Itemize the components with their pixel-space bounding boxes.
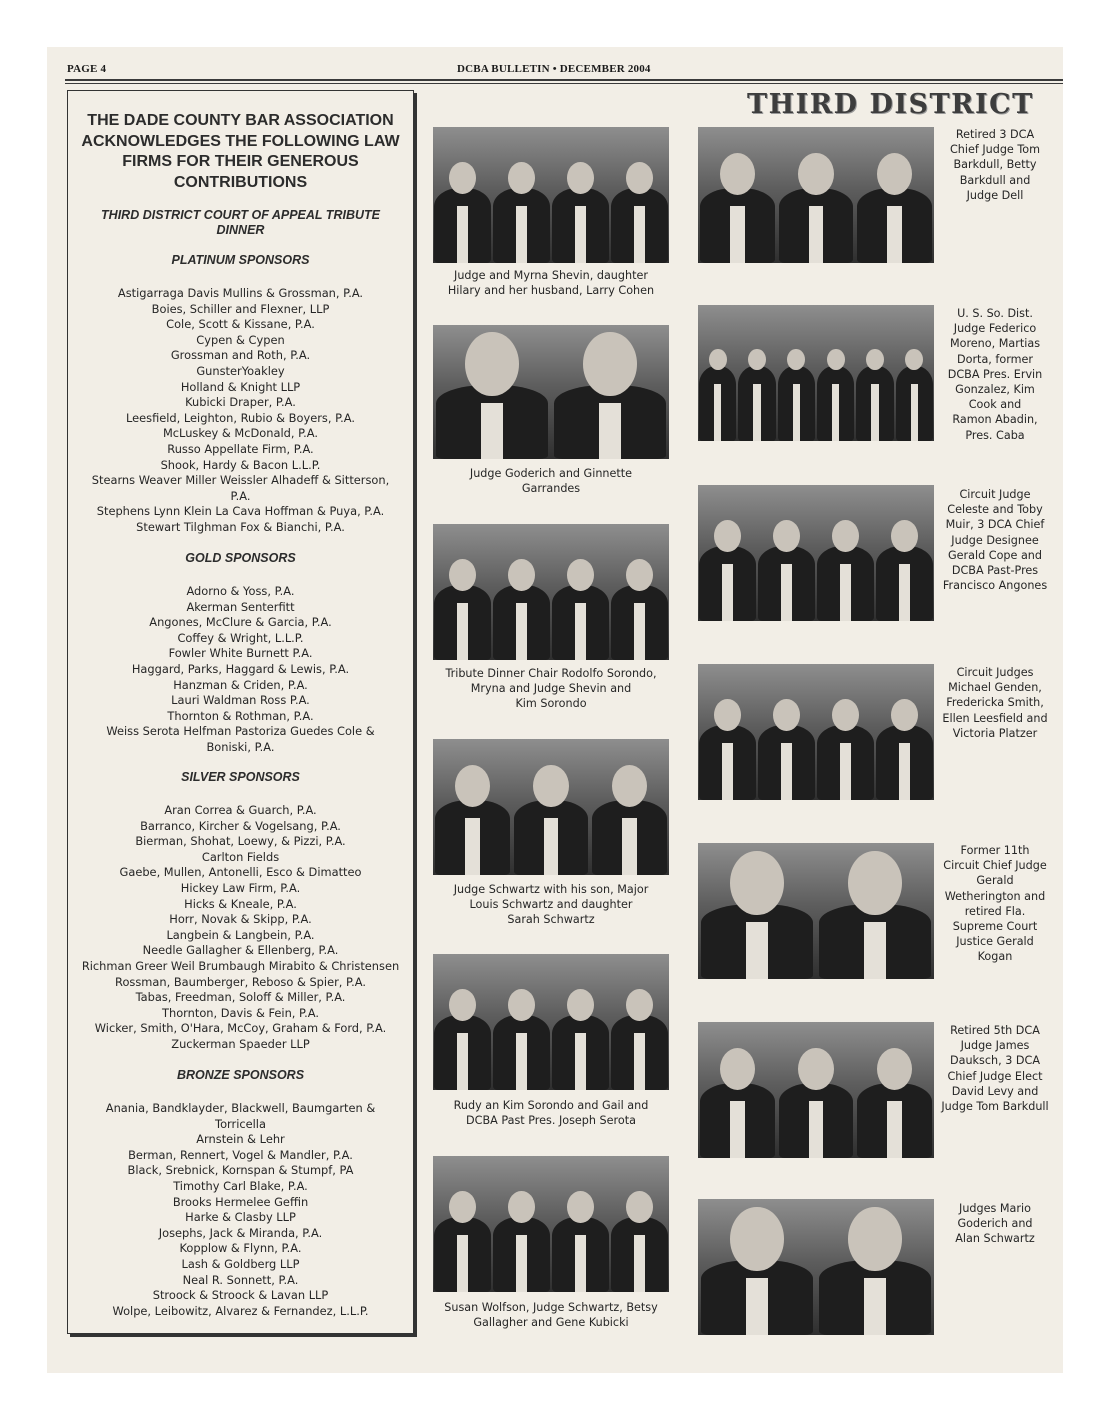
photo [433,127,669,263]
caption-line: Susan Wolfson, Judge Schwartz, Betsy [444,1301,658,1314]
caption-line: Wetherington and [944,889,1046,903]
publication-header: DCBA BULLETIN • DECEMBER 2004 [457,63,651,75]
shirt-shape [634,603,645,660]
shirt-shape [864,922,886,979]
photo-caption [427,1099,675,1129]
caption-line: Pres. Caba [965,428,1025,442]
person-head [465,332,518,396]
shirt-shape [634,1033,645,1090]
person-head [748,349,766,370]
person-head [508,559,535,591]
firm-name: Richman Greer Weil Brumbaugh Mirabito & Christensen [81,958,400,973]
photo [698,1199,934,1335]
shirt-shape [840,743,851,800]
caption-line: Tribute Dinner Chair Rodolfo Sorondo, [445,667,657,680]
firm-name: Fowler White Burnett P.A. [168,646,313,661]
person-head [730,851,783,915]
firm-name: Thornton, Davis & Fein, P.A. [162,1005,319,1020]
firm-name: Haggard, Parks, Haggard & Lewis, P.A. [131,661,350,676]
firm-name: Zuckerman Spaeder LLP [171,1036,310,1051]
firm-name: Barranco, Kircher & Vogelsang, P.A. [140,818,341,833]
shirt-shape [746,1278,768,1335]
caption-line: Mryna and Judge Shevin and [470,681,632,695]
caption-line: Chief Judge Tom [949,143,1041,157]
shirt-shape [575,1235,586,1292]
person-head [567,1191,594,1223]
photo-caption [940,665,1050,741]
person-head [449,989,476,1021]
person-head [714,699,741,731]
person-head [533,765,568,807]
photo [698,305,934,441]
title-line: THE DADE COUNTY BAR ASSOCIATION [87,112,394,129]
firm-name: Bierman, Shohat, Loewy, & Pizzi, P.A. [135,834,346,849]
shirt-shape [899,743,910,800]
firm-name: Hickey Law Firm, P.A. [180,880,301,895]
shirt-shape [544,818,559,875]
caption-line: Gonzalez, Kim [955,383,1035,397]
shirt-shape [481,403,503,459]
page-number: PAGE 4 [67,63,107,75]
photo [698,843,934,979]
newspaper-page [47,47,1063,1373]
shirt-shape [634,1235,645,1292]
person-head [449,162,476,194]
caption-line: Judges Mario [959,1202,1031,1215]
firm-name: Leesfield, Leighton, Rubio & Boyers, P.A. [125,410,355,425]
shirt-shape [634,206,645,263]
caption-line: Fredericka Smith, [946,696,1044,710]
firm-name: Wicker, Smith, O'Hara, McCoy, Graham & Ford, P.A. [94,1021,387,1036]
firm-name: Stewart Tilghman Fox & Bianchi, P.A. [136,519,345,534]
caption-line: Ramon Abadin, [952,413,1038,427]
caption-line: Retired 5th DCA [950,1024,1040,1037]
caption-line: DCBA Pres. Ervin [947,367,1043,381]
person-head [626,1191,653,1223]
firm-name: Josephs, Jack & Miranda, P.A. [158,1225,323,1240]
subtitle-line: THIRD DISTRICT COURT OF APPEAL TRIBUTE [101,208,380,222]
caption-line: Francisco Angones [942,579,1048,593]
photo-caption [427,883,675,927]
silver-heading: SILVER SPONSORS [181,770,300,784]
platinum-heading: PLATINUM SPONSORS [171,253,310,267]
firm-name: Angones, McClure & Garcia, P.A. [149,615,332,630]
shirt-shape [516,1033,527,1090]
caption-line: Dauksch, 3 DCA [950,1054,1040,1068]
firm-name: Holland & Knight LLP [180,379,301,394]
firm-name: Hanzman & Criden, P.A. [173,677,308,692]
caption-line: Chief Judge Elect [947,1069,1043,1083]
firm-name: Boniski, P.A. [206,739,275,754]
shirt-shape [457,1235,468,1292]
firm-name: Hicks & Kneale, P.A. [184,896,297,911]
person-head [449,559,476,591]
shirt-shape [840,564,851,621]
firm-name: Lash & Goldberg LLP [181,1256,300,1271]
shirt-shape [457,206,468,263]
person-head [798,153,833,195]
caption-line: Judge Federico [953,322,1037,336]
shirt-shape [730,206,745,263]
caption-line: Victoria Platzer [952,726,1038,740]
shirt-shape [911,384,918,441]
person-head [848,1207,901,1271]
person-head [832,699,859,731]
shirt-shape [599,403,621,459]
shirt-shape [871,384,878,441]
firm-name: Gaebe, Mullen, Antonelli, Esco & Dimatteo [119,865,362,880]
caption-line: DCBA Past-Pres [951,564,1039,578]
photo-caption [940,127,1050,203]
shirt-shape [887,1101,902,1158]
person-head [848,851,901,915]
shirt-shape [809,206,824,263]
firm-name: Torricella [215,1116,266,1131]
person-head [720,153,755,195]
caption-line: Judge and Myrna Shevin, daughter [454,269,648,282]
caption-line: Gerald Cope and [947,548,1043,562]
person-head [567,162,594,194]
header-rule-thin [65,83,1063,84]
caption-line: DCBA Past Pres. Joseph Serota [466,1113,636,1127]
person-head [866,349,884,370]
caption-line: Garrandes [521,481,581,495]
person-head [626,162,653,194]
shirt-shape [714,384,721,441]
caption-line: Dorta, former [957,352,1033,366]
caption-line: Louis Schwartz and daughter [469,897,633,911]
firm-name: Arnstein & Lehr [196,1132,285,1147]
shirt-shape [465,818,480,875]
firm-name: McLuskey & McDonald, P.A. [162,426,319,441]
firm-name: Berman, Rennert, Vogel & Mandler, P.A. [128,1147,353,1162]
firm-name: Aran Correa & Guarch, P.A. [164,803,317,817]
firm-name: Harke & Clasby LLP [185,1210,296,1225]
photo-caption [940,1023,1050,1114]
firm-name: Russo Appellate Firm, P.A. [167,441,314,456]
caption-line: Circuit Chief Judge [943,859,1047,873]
caption-line: Sarah Schwartz [507,912,595,926]
person-head [773,520,800,552]
person-head [626,559,653,591]
shirt-shape [832,384,839,441]
shirt-shape [575,1033,586,1090]
firm-name: Stroock & Stroock & Lavan LLP [152,1288,329,1303]
shirt-shape [746,922,768,979]
firm-name: Stearns Weaver Miller Weissler Alhadeff & Sitterson, [91,473,390,488]
photo-caption [427,1301,675,1331]
caption-line: Celeste and Toby [947,503,1043,517]
person-head [626,989,653,1021]
caption-line: Judge Tom Barkdull [941,1100,1049,1114]
person-head [567,989,594,1021]
firm-name: Stephens Lynn Klein La Cava Hoffman & Puya, P.A. [96,504,385,519]
caption-line: Alan Schwartz [955,1232,1035,1246]
sponsor-box-title [68,111,413,193]
photo [433,1156,669,1292]
firm-name: GunsterYoakley [196,363,285,378]
shirt-shape [781,743,792,800]
silver-list [68,803,413,1053]
person-head [773,699,800,731]
firm-name: Cole, Scott & Kissane, P.A. [166,317,315,332]
firm-name: Adorno & Yoss, P.A. [186,584,295,598]
section-title: THIRD DISTRICT [747,89,1034,120]
shirt-shape [730,1101,745,1158]
sponsor-box [67,90,414,1334]
photo [698,485,934,621]
caption-line: Moreno, Martias [949,337,1041,351]
firm-name: Boies, Schiller and Flexner, LLP [151,301,330,316]
shirt-shape [887,206,902,263]
subtitle-line: DINNER [216,223,265,237]
firm-name: Langbein & Langbein, P.A. [166,927,315,942]
caption-line: Kim Sorondo [515,696,587,710]
firm-name: Black, Srebnick, Kornspan & Stumpf, PA [127,1163,354,1178]
caption-line: Circuit Judge [959,488,1031,501]
firm-name: Rossman, Baumberger, Reboso & Spier, P.A. [115,974,366,989]
person-head [508,162,535,194]
firm-name: Carlton Fields [201,849,280,864]
caption-line: David Levy and [951,1084,1039,1098]
photo-caption [427,467,675,497]
shirt-shape [622,818,637,875]
photo-caption [940,306,1050,443]
person-head [567,559,594,591]
person-head [720,1048,755,1090]
caption-line: Retired 3 DCA [955,128,1035,141]
shirt-shape [516,1235,527,1292]
firm-name: Kopplow & Flynn, P.A. [179,1241,302,1256]
person-head [891,520,918,552]
photo-caption [427,667,675,711]
caption-line: Judge Schwartz with his son, Major [453,883,649,896]
firm-name: Lauri Waldman Ross P.A. [171,693,310,708]
photo [433,325,669,459]
platinum-list [68,286,413,536]
person-head [583,332,636,396]
shirt-shape [722,743,733,800]
caption-line: Judge Dell [966,188,1024,202]
person-head [891,699,918,731]
firm-name: Thornton & Rothman, P.A. [167,708,314,723]
person-head [709,349,727,370]
caption-line: Michael Genden, [948,681,1042,695]
shirt-shape [864,1278,886,1335]
person-head [714,520,741,552]
title-line: CONTRIBUTIONS [173,173,308,191]
bronze-heading: BRONZE SPONSORS [176,1068,305,1082]
gold-heading: GOLD SPONSORS [185,551,296,565]
shirt-shape [722,564,733,621]
person-head [508,1191,535,1223]
firm-name: Coffey & Wright, L.L.P. [177,630,304,645]
person-head [905,349,923,370]
photo-caption [940,1201,1050,1247]
photo [433,954,669,1090]
caption-line: Kogan [977,950,1013,964]
firm-name: Shook, Hardy & Bacon L.L.P. [160,457,321,472]
caption-line: Muir, 3 DCA Chief [945,518,1045,532]
firm-name: Anania, Bandklayder, Blackwell, Baumgarten & [105,1101,376,1115]
bronze-list [68,1101,413,1319]
firm-name: Kubicki Draper, P.A. [185,395,296,410]
photo [698,127,934,263]
firm-name: Grossman and Roth, P.A. [170,348,311,363]
caption-line: Gallagher and Gene Kubicki [473,1315,629,1329]
shirt-shape [753,384,760,441]
sponsor-box-subtitle [68,208,413,238]
photo [433,524,669,660]
firm-name: Horr, Novak & Skipp, P.A. [169,912,312,927]
shirt-shape [457,1033,468,1090]
shirt-shape [781,564,792,621]
firm-name: Needle Gallagher & Ellenberg, P.A. [142,943,339,958]
firm-name: P.A. [230,488,251,503]
shirt-shape [575,206,586,263]
gold-list [68,584,413,756]
shirt-shape [516,206,527,263]
caption-line: Cook and [968,398,1022,412]
caption-line: Judge Designee [951,533,1039,547]
title-line: ACKNOWLEDGES THE FOLLOWING LAW [81,132,400,150]
photo [433,739,669,875]
person-head [455,765,490,807]
firm-name: Akerman Senterfitt [186,599,295,614]
firm-name: Neal R. Sonnett, P.A. [182,1272,299,1287]
person-head [449,1191,476,1223]
shirt-shape [809,1101,824,1158]
photo-caption [940,843,1050,965]
caption-line: Goderich and [957,1217,1033,1231]
caption-line: Gerald [976,874,1014,888]
title-line: FIRMS FOR THEIR GENEROUS [122,153,359,170]
firm-name: Weiss Serota Helfman Pastoriza Guedes Cole & [106,724,375,739]
caption-line: Justice Gerald [956,935,1034,949]
caption-line: Judge James [960,1039,1030,1053]
firm-name: Astigarraga Davis Mullins & Grossman, P.A. [117,286,364,300]
caption-line: retired Fla. [964,904,1026,918]
firm-name: Cypen & Cypen [196,332,285,347]
header-rule [65,79,1063,81]
caption-line: Former 11th [960,844,1030,857]
photo-caption [427,269,675,299]
person-head [787,349,805,370]
firm-name: Timothy Carl Blake, P.A. [173,1178,308,1193]
caption-line: Judge Goderich and Ginnette [469,467,633,480]
caption-line: Barkdull and [959,173,1031,187]
firm-name: Wolpe, Leibowitz, Alvarez & Fernandez, L.L.P. [112,1303,369,1318]
person-head [827,349,845,370]
photo [698,664,934,800]
person-head [832,520,859,552]
photo [698,1022,934,1158]
caption-line: Circuit Judges [956,666,1034,679]
caption-line: Ellen Leesfield and [942,711,1048,725]
caption-line: U. S. So. Dist. [957,307,1033,320]
caption-line: Barkdull, Betty [953,158,1037,172]
photo-caption [940,487,1050,593]
shirt-shape [457,603,468,660]
shirt-shape [575,603,586,660]
shirt-shape [793,384,800,441]
caption-line: Rudy an Kim Sorondo and Gail and [453,1099,649,1112]
person-head [730,1207,783,1271]
firm-name: Tabas, Freedman, Soloff & Miller, P.A. [135,990,346,1005]
person-head [798,1048,833,1090]
shirt-shape [899,564,910,621]
caption-line: Hilary and her husband, Larry Cohen [447,283,655,297]
person-head [508,989,535,1021]
caption-line: Supreme Court [952,920,1038,934]
firm-name: Brooks Hermelee Geffin [172,1194,309,1209]
shirt-shape [516,603,527,660]
